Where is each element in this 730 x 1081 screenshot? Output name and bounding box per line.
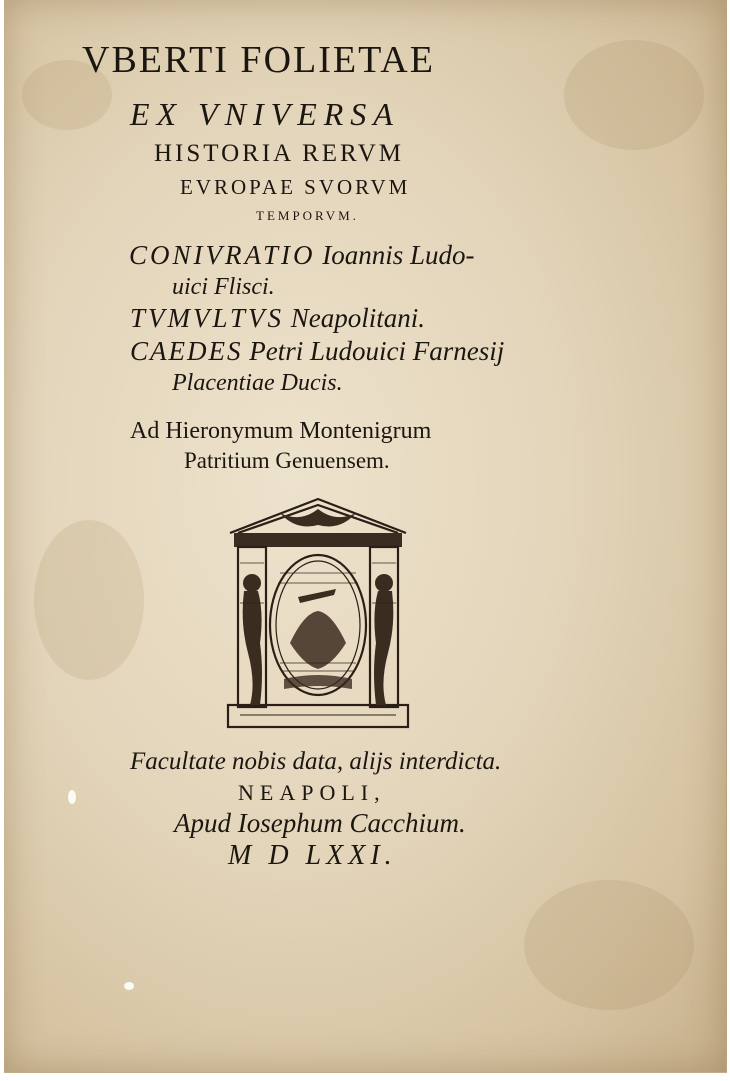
imprint-year: M D LXXI. (228, 840, 397, 871)
contents-line-4 (130, 336, 504, 367)
imprint-city: NEAPOLI, (238, 780, 386, 805)
paper-stain (34, 520, 144, 680)
title-line-5: TEMPORVM. (256, 208, 359, 223)
paper-stain (524, 880, 694, 1010)
title-line-3: HISTORIA RERVM (154, 140, 404, 167)
title-line-2: EX VNIVERSA (130, 96, 400, 132)
title-page (4, 0, 727, 1073)
paper-hole (124, 982, 134, 990)
paper-stain (564, 40, 704, 150)
contents-line-2: uici Flisci. (172, 274, 275, 300)
title-line-4: EVROPAE SVORVM (180, 175, 411, 199)
contents-line-5: Placentiae Ducis. (172, 370, 343, 396)
contents-line-3 (130, 303, 425, 334)
contents-text: Ioannis Ludo- (322, 240, 475, 270)
contents-cap: CAEDES (130, 336, 243, 366)
contents-text: Petri Ludouici Farnesij (249, 336, 505, 366)
dedication-line-2: Patritium Genuensem. (184, 448, 390, 473)
paper-hole (68, 790, 76, 804)
contents-line-1 (129, 240, 475, 271)
contents-text: Neapolitani. (290, 303, 425, 333)
contents-cap: CONIVRATIO (129, 240, 316, 270)
woodcut-printers-device-icon (220, 493, 416, 731)
privilege-line: Facultate nobis data, alijs interdicta. (130, 748, 502, 775)
dedication-line-1: Ad Hieronymum Montenigrum (130, 418, 432, 444)
contents-cap: TVMVLTVS (130, 303, 284, 333)
imprint-printer: Apud Iosephum Cacchium. (174, 808, 466, 838)
title-line-1: VBERTI FOLIETAE (82, 39, 435, 81)
